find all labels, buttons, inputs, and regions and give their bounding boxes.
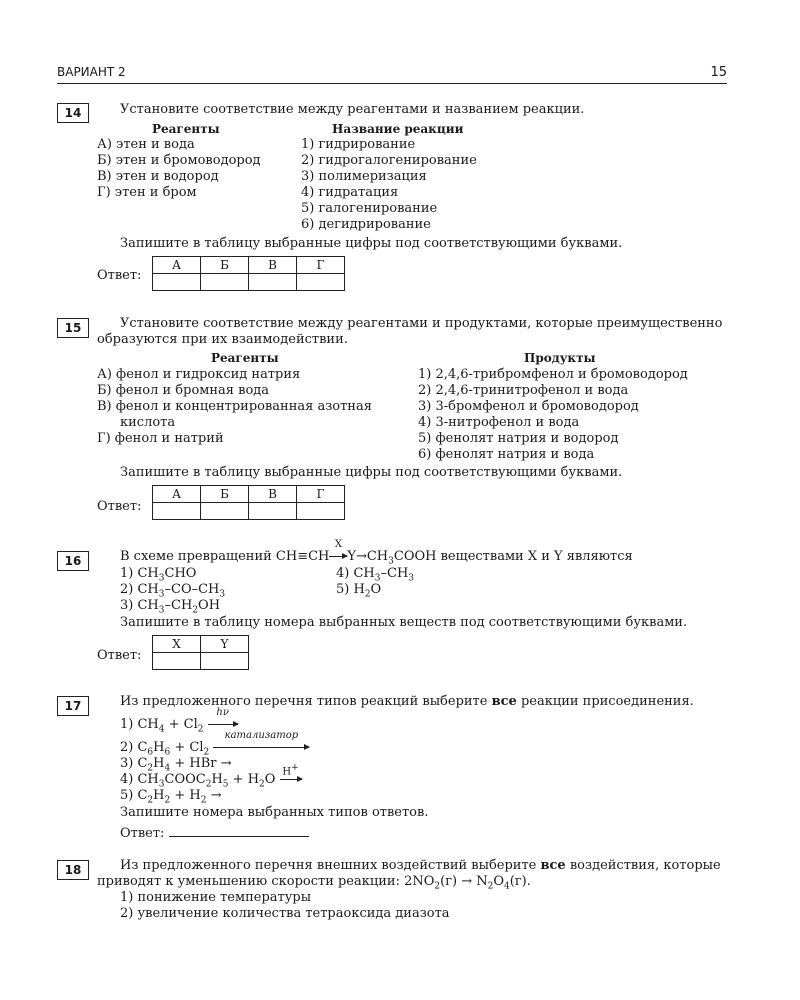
answer-cell[interactable] [153, 503, 201, 520]
answer-cell[interactable] [201, 503, 249, 520]
q14-reagents-header: Реагенты [152, 122, 220, 136]
q15-reagent: Б) фенол и бромная вода [97, 383, 270, 398]
q17-option-5: 5) $C_2H_2 + H_2$ → [120, 788, 222, 806]
q15-product: 5) фенолят натрия и водород [418, 431, 619, 446]
answer-letter: Г [297, 486, 345, 503]
q16-prompt: В схеме превращений CH≡CH X $Y\to CH_3COOH$ веществами X и Y являются [120, 539, 633, 567]
question-number-16: 16 [57, 551, 89, 571]
q18-prompt-cont: приводят к уменьшению скорости реакции: $2NO_2(г) \to N_2O_4(г)$. [97, 874, 531, 892]
q15-product: 3) 3-бромфенол и бромоводород [418, 399, 639, 414]
q17-instruction: Запишите номера выбранных типов ответов. [120, 805, 429, 820]
question-number-18: 18 [57, 860, 89, 880]
q16-option: 1) $CH_3CHO$ [120, 566, 197, 584]
q14-reagent: Б) этен и бромоводород [97, 153, 261, 168]
q15-prompt: Установите соответствие между реагентами и продуктами, которые преимущественно [120, 316, 723, 331]
q14-answer-label: Ответ: [97, 268, 142, 283]
arrow-label-hv: hν [216, 707, 229, 718]
q16-prompt-start: В схеме превращений CH≡CH [120, 549, 330, 564]
answer-cell[interactable] [201, 274, 249, 291]
answer-letter: В [249, 486, 297, 503]
q14-option: 2) гидрогалогенирование [301, 153, 477, 168]
q14-prompt: Установите соответствие между реагентами и названием реакции. [120, 102, 585, 117]
q17-answer [120, 824, 309, 842]
answer-letter: В [249, 257, 297, 274]
q16-option: 4) $CH_3-CH_3$ [336, 566, 415, 584]
q14-option: 6) дегидрирование [301, 217, 431, 232]
reaction-arrow [280, 763, 302, 788]
answer-cell[interactable] [297, 503, 345, 520]
q15-answer-table [152, 485, 345, 520]
answer-letter: Г [297, 257, 345, 274]
q15-instruction: Запишите в таблицу выбранные цифры под соответствующими буквами. [120, 465, 623, 480]
q17-prompt: Из предложенного перечня типов реакций выберите все реакции присоединения. [120, 694, 694, 709]
q18-prompt: Из предложенного перечня внешних воздействий выберите все воздействия, которые [120, 858, 721, 873]
q15-reagent: А) фенол и гидроксид натрия [97, 367, 301, 382]
q16-option: 2) $CH_3-CO-CH_3$ [120, 582, 226, 600]
arrow-label-h-plus: H+ [282, 763, 299, 778]
q15-reagent: В) фенол и концентрированная азотная [97, 399, 372, 414]
answer-letter: А [153, 257, 201, 274]
answer-cell[interactable] [153, 274, 201, 291]
q17-option-2: 2) $C_6H_6 + Cl_2$ катализатор [120, 740, 309, 761]
reaction-arrow [329, 539, 347, 565]
q15-product: 6) фенолят натрия и вода [418, 447, 595, 462]
q14-option: 1) гидрирование [301, 137, 416, 152]
page-header [57, 63, 727, 84]
q18-option: 1) понижение температуры [120, 890, 312, 905]
q17-option-3: 3) $C_2H_4$ + HBr → [120, 756, 232, 774]
q14-answer-table [152, 256, 345, 291]
q14-option: 4) гидратация [301, 185, 399, 200]
page-number: 15 [710, 65, 727, 80]
q15-product: 4) 3-нитрофенол и вода [418, 415, 580, 430]
q16-answer-label: Ответ: [97, 648, 142, 663]
question-number-15: 15 [57, 318, 89, 338]
answer-letter: Y [201, 636, 249, 653]
q17-answer-label: Ответ: [120, 826, 165, 841]
q16-option: 3) $CH_3-CH_2OH$ [120, 598, 221, 616]
q16-instruction: Запишите в таблицу номера выбранных веществ под соответствующими буквами. [120, 615, 688, 630]
arrow-label-x: X [334, 539, 342, 550]
q17-option-4: 4) $CH_3COOC_2H_5 + H_2O$ H+ [120, 772, 302, 793]
q14-option: 3) полимеризация [301, 169, 427, 184]
answer-cell[interactable] [153, 653, 201, 670]
q16-prompt-end: COOH веществами X и Y являются [393, 549, 633, 564]
arrow-label-catalyst: катализатор [224, 730, 299, 741]
q14-option: 5) галогенирование [301, 201, 438, 216]
q15-answer-label: Ответ: [97, 499, 142, 514]
answer-cell[interactable] [249, 503, 297, 520]
answer-letter: А [153, 486, 201, 503]
answer-cell[interactable] [249, 274, 297, 291]
variant-label: ВАРИАНТ 2 [57, 65, 126, 79]
q14-reactions-header: Название реакции [332, 122, 464, 136]
q15-prompt-cont: образуются при их взаимодействии. [97, 332, 348, 347]
q18-option: 2) увеличение количества тетраоксида диазота [120, 906, 450, 921]
answer-letter: Б [201, 257, 249, 274]
q15-reagent-cont: кислота [120, 415, 176, 430]
answer-letter: X [153, 636, 201, 653]
answer-cell[interactable] [297, 274, 345, 291]
q15-products-header: Продукты [524, 351, 596, 365]
q16-prompt-mid: Y→CH [347, 549, 389, 564]
question-number-14: 14 [57, 103, 89, 123]
answer-line[interactable] [169, 824, 309, 837]
q15-product: 1) 2,4,6-трибромфенол и бромоводород [418, 367, 688, 382]
q16-option: 5) $H_2O$ [336, 582, 382, 600]
q14-instruction: Запишите в таблицу выбранные цифры под соответствующими буквами. [120, 236, 623, 251]
reaction-arrow [213, 730, 309, 756]
answer-cell[interactable] [201, 653, 249, 670]
q14-reagent: В) этен и водород [97, 169, 219, 184]
q14-reagent: А) этен и вода [97, 137, 195, 152]
q15-product: 2) 2,4,6-тринитрофенол и вода [418, 383, 629, 398]
q14-reagent: Г) этен и бром [97, 185, 197, 200]
q15-reagents-header: Реагенты [211, 351, 279, 365]
q15-reagent: Г) фенол и натрий [97, 431, 224, 446]
q17-option-1: 1) $CH_4 + Cl_2$ hν [120, 717, 238, 738]
question-number-17: 17 [57, 696, 89, 716]
answer-letter: Б [201, 486, 249, 503]
q16-answer-table [152, 635, 249, 670]
